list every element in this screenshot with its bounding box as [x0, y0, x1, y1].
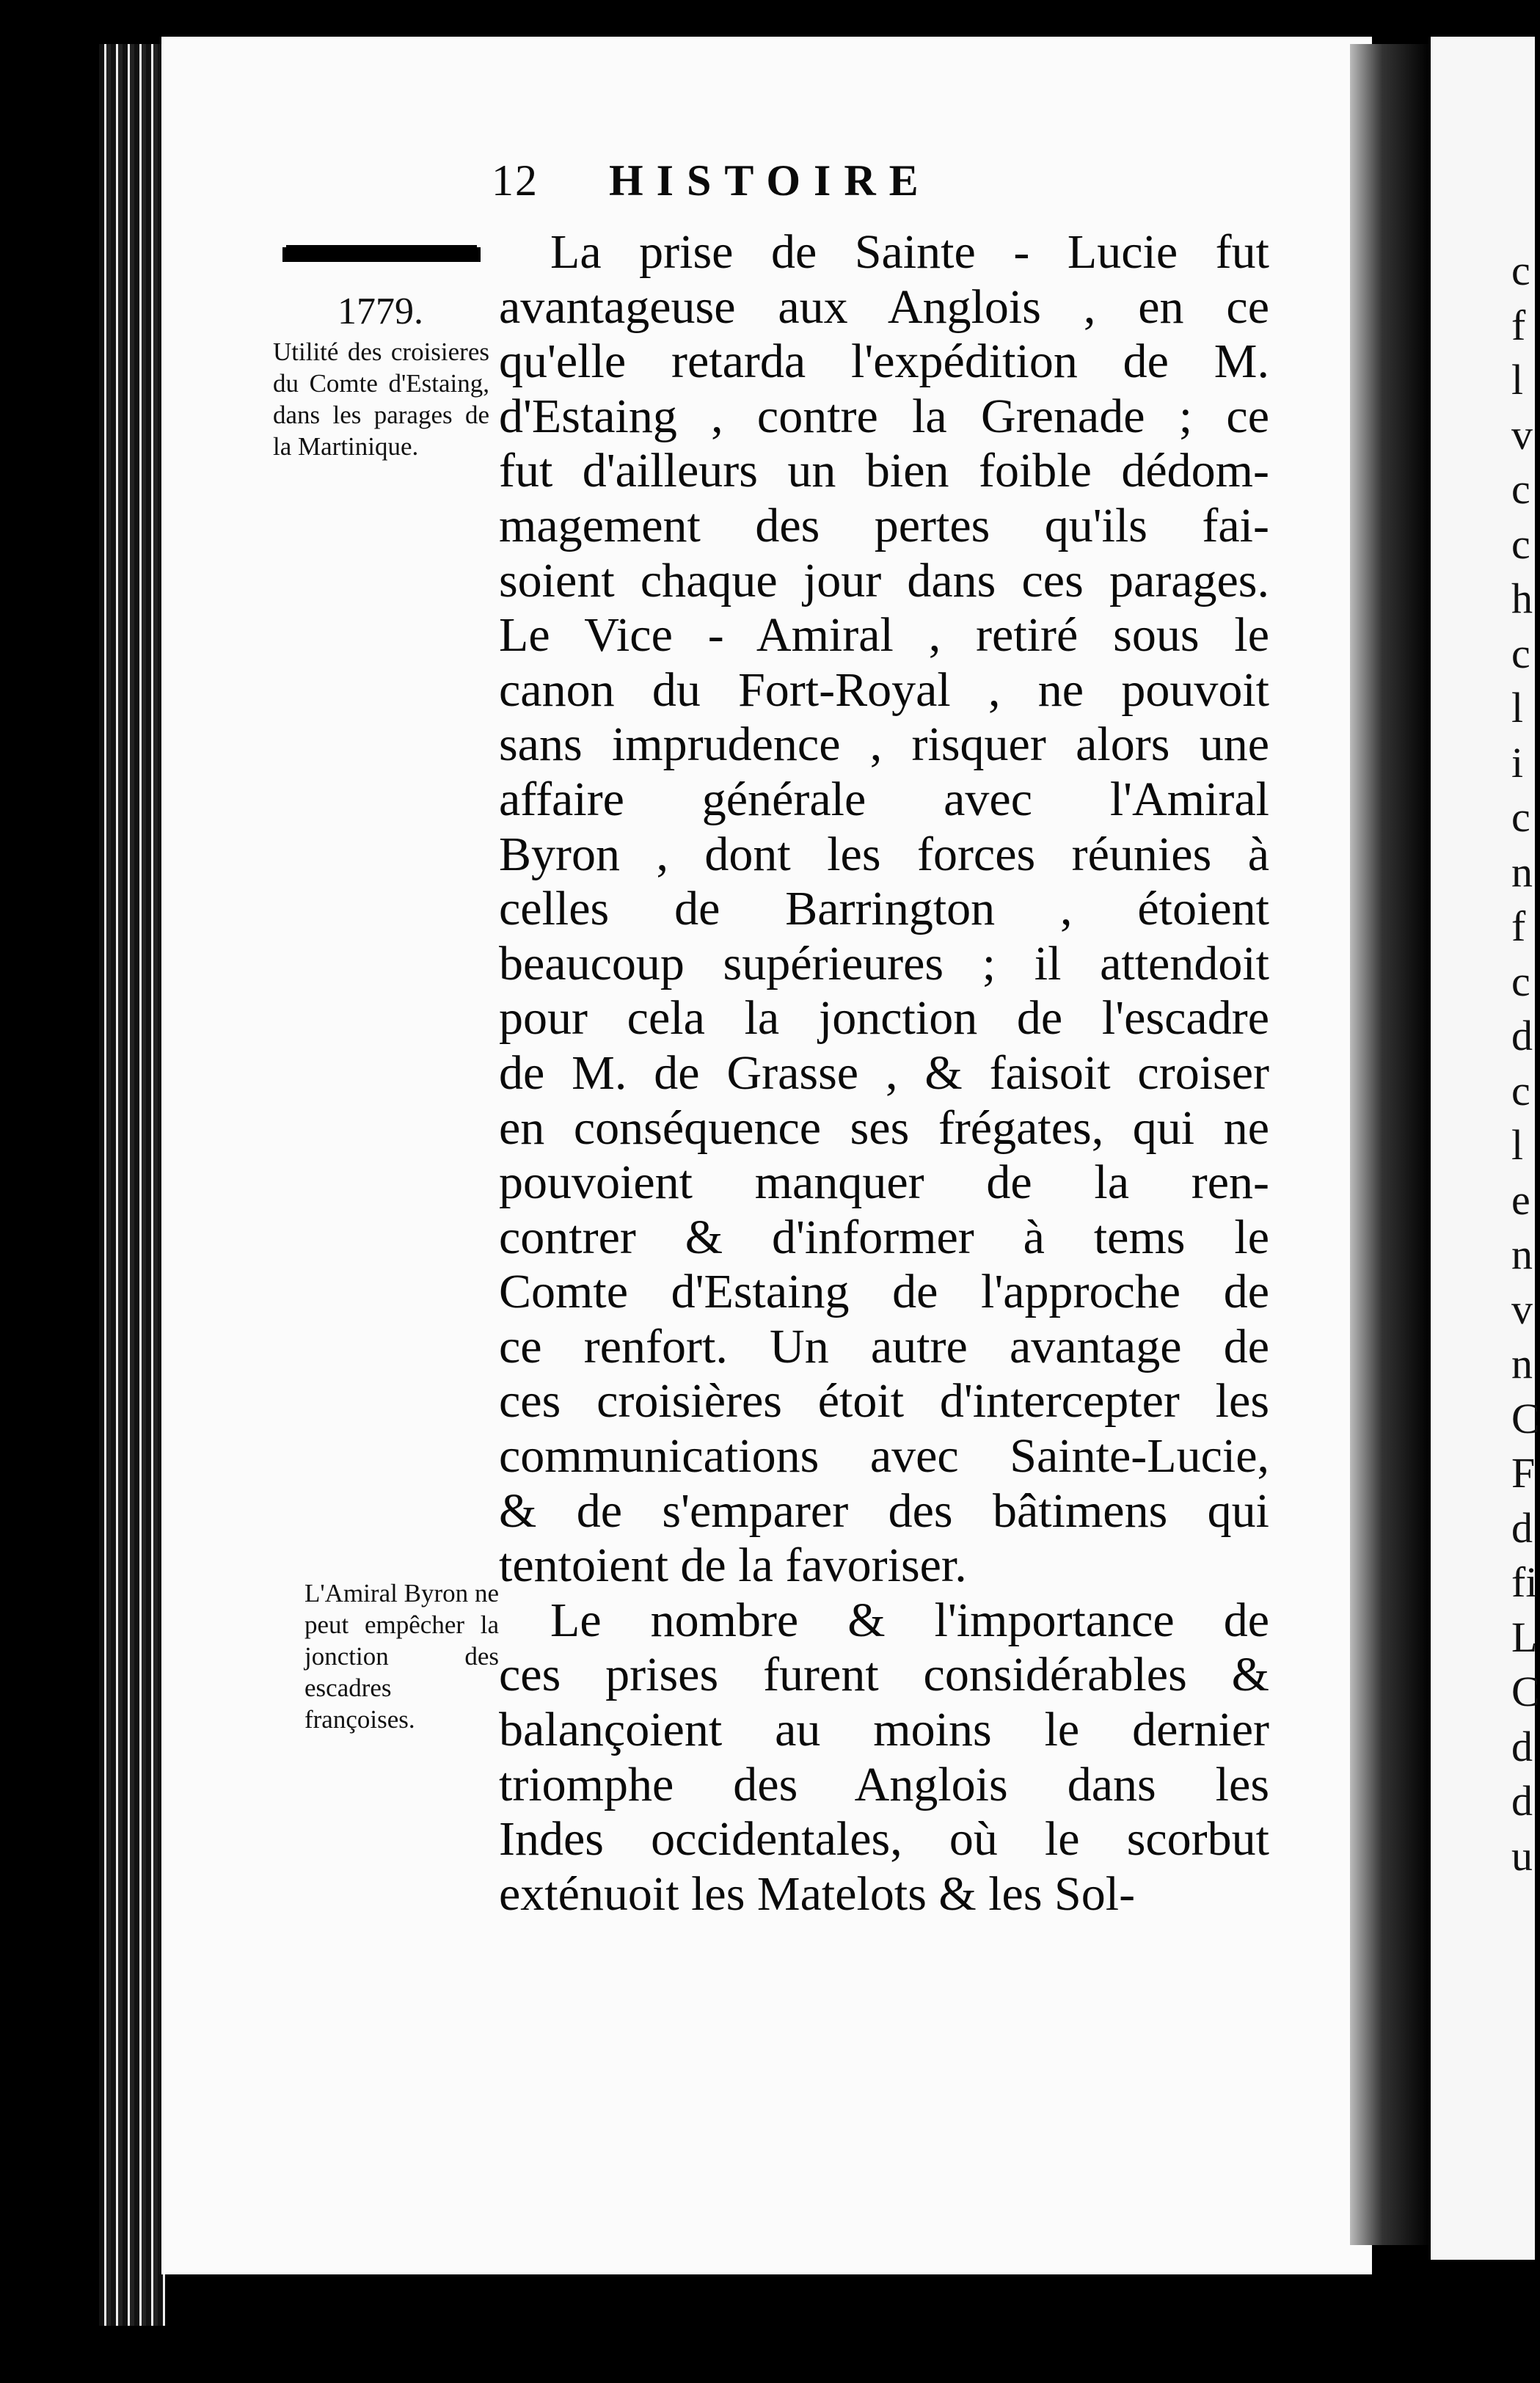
facing-page-letter: d: [1511, 1012, 1533, 1059]
facing-page-letter: l: [1511, 356, 1524, 404]
facing-page-letter: C: [1511, 1394, 1540, 1442]
text-line: ce renfort. Un autre avantage de: [499, 1319, 1269, 1373]
book-binding: [99, 44, 165, 2326]
facing-page-letter: h: [1511, 574, 1533, 622]
text-line: tentoient de la favoriser.: [499, 1539, 967, 1593]
facing-page-letter: L: [1511, 1613, 1538, 1661]
facing-page-letter: l: [1511, 684, 1524, 731]
facing-page-letter: d: [1511, 1722, 1533, 1770]
text-line: de M. de Grasse , & faisoit croiser: [499, 1045, 1269, 1100]
facing-page-letter: c: [1511, 1066, 1530, 1114]
text-line: Comte d'Estaing de l'approche de: [499, 1265, 1269, 1319]
text-line: balançoient au moins le dernier: [499, 1703, 1269, 1757]
margin-year: 1779.: [337, 291, 423, 332]
facing-page-letter: n: [1511, 1340, 1533, 1387]
text-line: communications avec Sainte-Lucie,: [499, 1429, 1269, 1484]
text-line: soient chaque jour dans ces parages.: [499, 553, 1269, 607]
text-line: & de s'emparer des bâtimens qui: [499, 1484, 1269, 1538]
ornamental-rule: [282, 247, 481, 262]
running-head: [492, 156, 932, 206]
facing-page-letter: F: [1511, 1449, 1536, 1497]
margin-note: Utilité des croisieres du Comte d'Estaing, dans les parages de la Martinique.: [273, 337, 489, 461]
text-line: avantageuse aux Anglois , en ce: [499, 280, 1269, 334]
text-line: exténuoit les Matelots & les Sol-: [499, 1866, 1136, 1921]
facing-page-letter: c: [1511, 465, 1530, 513]
text-line: affaire générale avec l'Amiral: [499, 772, 1269, 826]
facing-page-letter: n: [1511, 1230, 1533, 1278]
facing-page: [1431, 37, 1540, 2260]
facing-page-letter: v: [1511, 410, 1533, 459]
text-line: Byron , dont les forces réunies à: [499, 827, 1269, 881]
text-line: magement des pertes qu'ils fai-: [499, 498, 1269, 552]
facing-page-letter: v: [1511, 1285, 1533, 1333]
facing-page-letter: fi: [1511, 1558, 1538, 1606]
facing-page-letter: l: [1511, 1121, 1524, 1169]
page-number: 12: [492, 156, 539, 205]
body-text: [499, 225, 1269, 1922]
facing-page-letter: c: [1511, 247, 1530, 294]
text-line: qu'elle retarda l'expédition de M.: [499, 335, 1269, 389]
running-title: HISTOIRE: [609, 156, 932, 205]
margin-note: L'Amiral Byron ne peut empêcher la jonction des escadres françoises.: [304, 1579, 499, 1734]
text-line: triomphe des Anglois dans les: [499, 1757, 1269, 1811]
facing-page-letter: c: [1511, 629, 1530, 677]
text-line: Indes occidentales, où le scorbut: [499, 1812, 1269, 1866]
text-line: pouvoient manquer de la ren-: [499, 1156, 1269, 1210]
facing-page-letter: c: [1511, 793, 1530, 841]
text-line: canon du Fort-Royal , ne pouvoit: [499, 663, 1269, 717]
facing-page-letter: i: [1511, 738, 1524, 787]
text-line: celles de Barrington , étoient: [499, 882, 1269, 936]
text-line: ces croisières étoit d'intercepter les: [499, 1374, 1269, 1428]
text-line: Le nombre & l'importance de: [550, 1593, 1269, 1647]
text-line: fut d'ailleurs un bien foible dédom-: [499, 444, 1269, 498]
text-line: beaucoup supérieures ; il attendoit: [499, 936, 1269, 990]
facing-page-letter: C: [1511, 1668, 1540, 1715]
facing-page-letter: e: [1511, 1175, 1530, 1224]
facing-page-letter: u: [1511, 1831, 1533, 1880]
facing-page-letter: d: [1511, 1503, 1533, 1552]
text-line: contrer & d'informer à tems le: [499, 1210, 1269, 1264]
facing-page-letter: n: [1511, 847, 1533, 896]
facing-page-letter: f: [1511, 301, 1526, 349]
text-line: La prise de Sainte - Lucie fut: [550, 225, 1269, 279]
facing-page-letter: c: [1511, 519, 1530, 568]
facing-page-letter: d: [1511, 1777, 1533, 1825]
text-line: Le Vice - Amiral , retiré sous le: [499, 608, 1269, 663]
text-line: sans imprudence , risquer alors une: [499, 718, 1269, 772]
facing-page-letter: c: [1511, 957, 1530, 1005]
text-line: ces prises furent considérables &: [499, 1648, 1269, 1702]
text-line: pour cela la jonction de l'escadre: [499, 991, 1269, 1045]
page-gutter: [1350, 44, 1431, 2245]
text-line: en conséquence ses frégates, qui ne: [499, 1101, 1269, 1155]
text-line: d'Estaing , contre la Grenade ; ce: [499, 389, 1269, 443]
facing-page-letter: f: [1511, 902, 1526, 950]
